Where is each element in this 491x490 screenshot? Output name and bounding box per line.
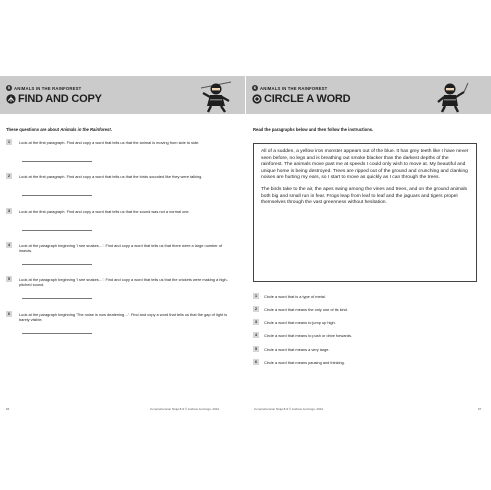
task-text: Circle a word that means to jump up high. xyxy=(264,319,336,325)
left-page-header xyxy=(0,76,245,114)
task-number: 1 xyxy=(255,294,257,298)
answer-line[interactable] xyxy=(22,161,92,162)
circle-icon xyxy=(252,94,262,104)
section-name: ANIMALS IN THE RAINFOREST xyxy=(14,85,82,91)
task-3 xyxy=(253,319,479,325)
question-text: Look at the paragraph beginning 'I see snakes…'. Find and copy a word that tells us that there were a large number of insects. xyxy=(19,242,223,253)
question-text: Look at the paragraph beginning 'The noise is now deafening…'. Find and copy a word that tells us that the gap of light is barely visible. xyxy=(19,311,228,322)
page-title xyxy=(252,93,350,105)
task-5 xyxy=(253,346,479,352)
passage-paragraph: All of a sudden, a yellow iron monster appears out of the blue. It has grey teeth like I have never seen before, no legs and is breathing out smoke blacker than the darkest depths of the rainforest. The animals move past me at speeds I could only wish to move at. My beautiful and unique home is being destroyed. Trees are ripped out of the ground and crunching and clanking noises are hurting my ears, so I start to move as quickly as I can through the trees. xyxy=(261,149,469,181)
book-title: Animals in the Rainforest xyxy=(60,127,111,132)
task-4 xyxy=(253,332,479,338)
question-number: 3 xyxy=(8,209,10,213)
copyright-footer: Comprehension Ninja 8-9 © Andrew Jennings, 2021 xyxy=(150,407,220,411)
right-page-header xyxy=(246,76,491,114)
page-number: 67 xyxy=(478,407,482,411)
page-title-text: FIND AND COPY xyxy=(18,93,102,105)
question-text: Look at the first paragraph. Find and copy a word that tells us that the sound was not a normal one. xyxy=(19,208,190,214)
question-number: 1 xyxy=(8,140,10,144)
section-label xyxy=(6,85,81,91)
question-text: Look at the first paragraph. Find and copy a word that tells us that the birds sounded like they were talking. xyxy=(19,173,203,179)
question-number: 4 xyxy=(8,243,10,247)
task-text: Circle a word that is a type of metal. xyxy=(264,293,326,299)
answer-line[interactable] xyxy=(22,333,92,334)
page-number: 66 xyxy=(6,407,10,411)
answer-line[interactable] xyxy=(22,230,92,231)
question-text: Look at the paragraph beginning 'I see snakes…'. Find and copy a word that tells us that the crickets were making a high-pitched sound. xyxy=(19,276,228,287)
task-2 xyxy=(253,306,479,312)
book-spread xyxy=(0,76,491,420)
task-1 xyxy=(253,293,479,299)
page-title xyxy=(6,93,102,105)
copyright-footer: Comprehension Ninja 8-9 © Andrew Jennings, 2021 xyxy=(254,407,324,411)
task-number: 2 xyxy=(255,307,257,311)
task-text: Circle a word that means pausing and thinking. xyxy=(264,359,345,365)
ninja-illustration xyxy=(434,80,470,113)
question-number: 2 xyxy=(8,174,10,178)
task-number: 5 xyxy=(255,347,257,351)
passage-paragraph: The birds take to the air, the apes swing among the vines and trees, and on the ground animals both big and small run in fear. Frogs leap from leaf to leaf and the jaguars and tigers propel themselves through the vast greenness without hesitation. xyxy=(261,186,468,206)
ninja-illustration xyxy=(198,80,234,113)
rainforest-icon xyxy=(6,94,16,104)
question-text: Look at the first paragraph. Find and copy a word that tells us that the animal is moving from side to side. xyxy=(19,139,200,145)
section-number: 5 xyxy=(7,85,11,90)
answer-line[interactable] xyxy=(22,264,92,265)
task-number: 6 xyxy=(255,360,257,364)
intro-text: Read the paragraphs below and then follow the instructions. xyxy=(253,127,374,132)
section-label xyxy=(252,85,327,91)
left-page xyxy=(0,76,245,420)
task-text: Circle a word that means the only one of its kind. xyxy=(264,306,348,312)
task-6 xyxy=(253,359,479,365)
task-text: Circle a word that means to push or drive forwards. xyxy=(264,332,353,338)
task-number: 3 xyxy=(255,320,257,324)
section-name: ANIMALS IN THE RAINFOREST xyxy=(260,85,328,91)
answer-line[interactable] xyxy=(22,298,92,299)
intro-text: These questions are about Animals in the Rainforest. xyxy=(6,127,112,132)
question-number: 6 xyxy=(8,312,10,316)
reading-passage xyxy=(253,143,477,282)
question-number: 5 xyxy=(8,277,10,281)
answer-line[interactable] xyxy=(22,195,92,196)
section-number: 6 xyxy=(253,85,257,90)
task-text: Circle a word that means a very large. xyxy=(264,346,330,352)
task-number: 4 xyxy=(255,333,257,337)
page-title-text: CIRCLE A WORD xyxy=(264,93,351,105)
right-page xyxy=(246,76,491,420)
